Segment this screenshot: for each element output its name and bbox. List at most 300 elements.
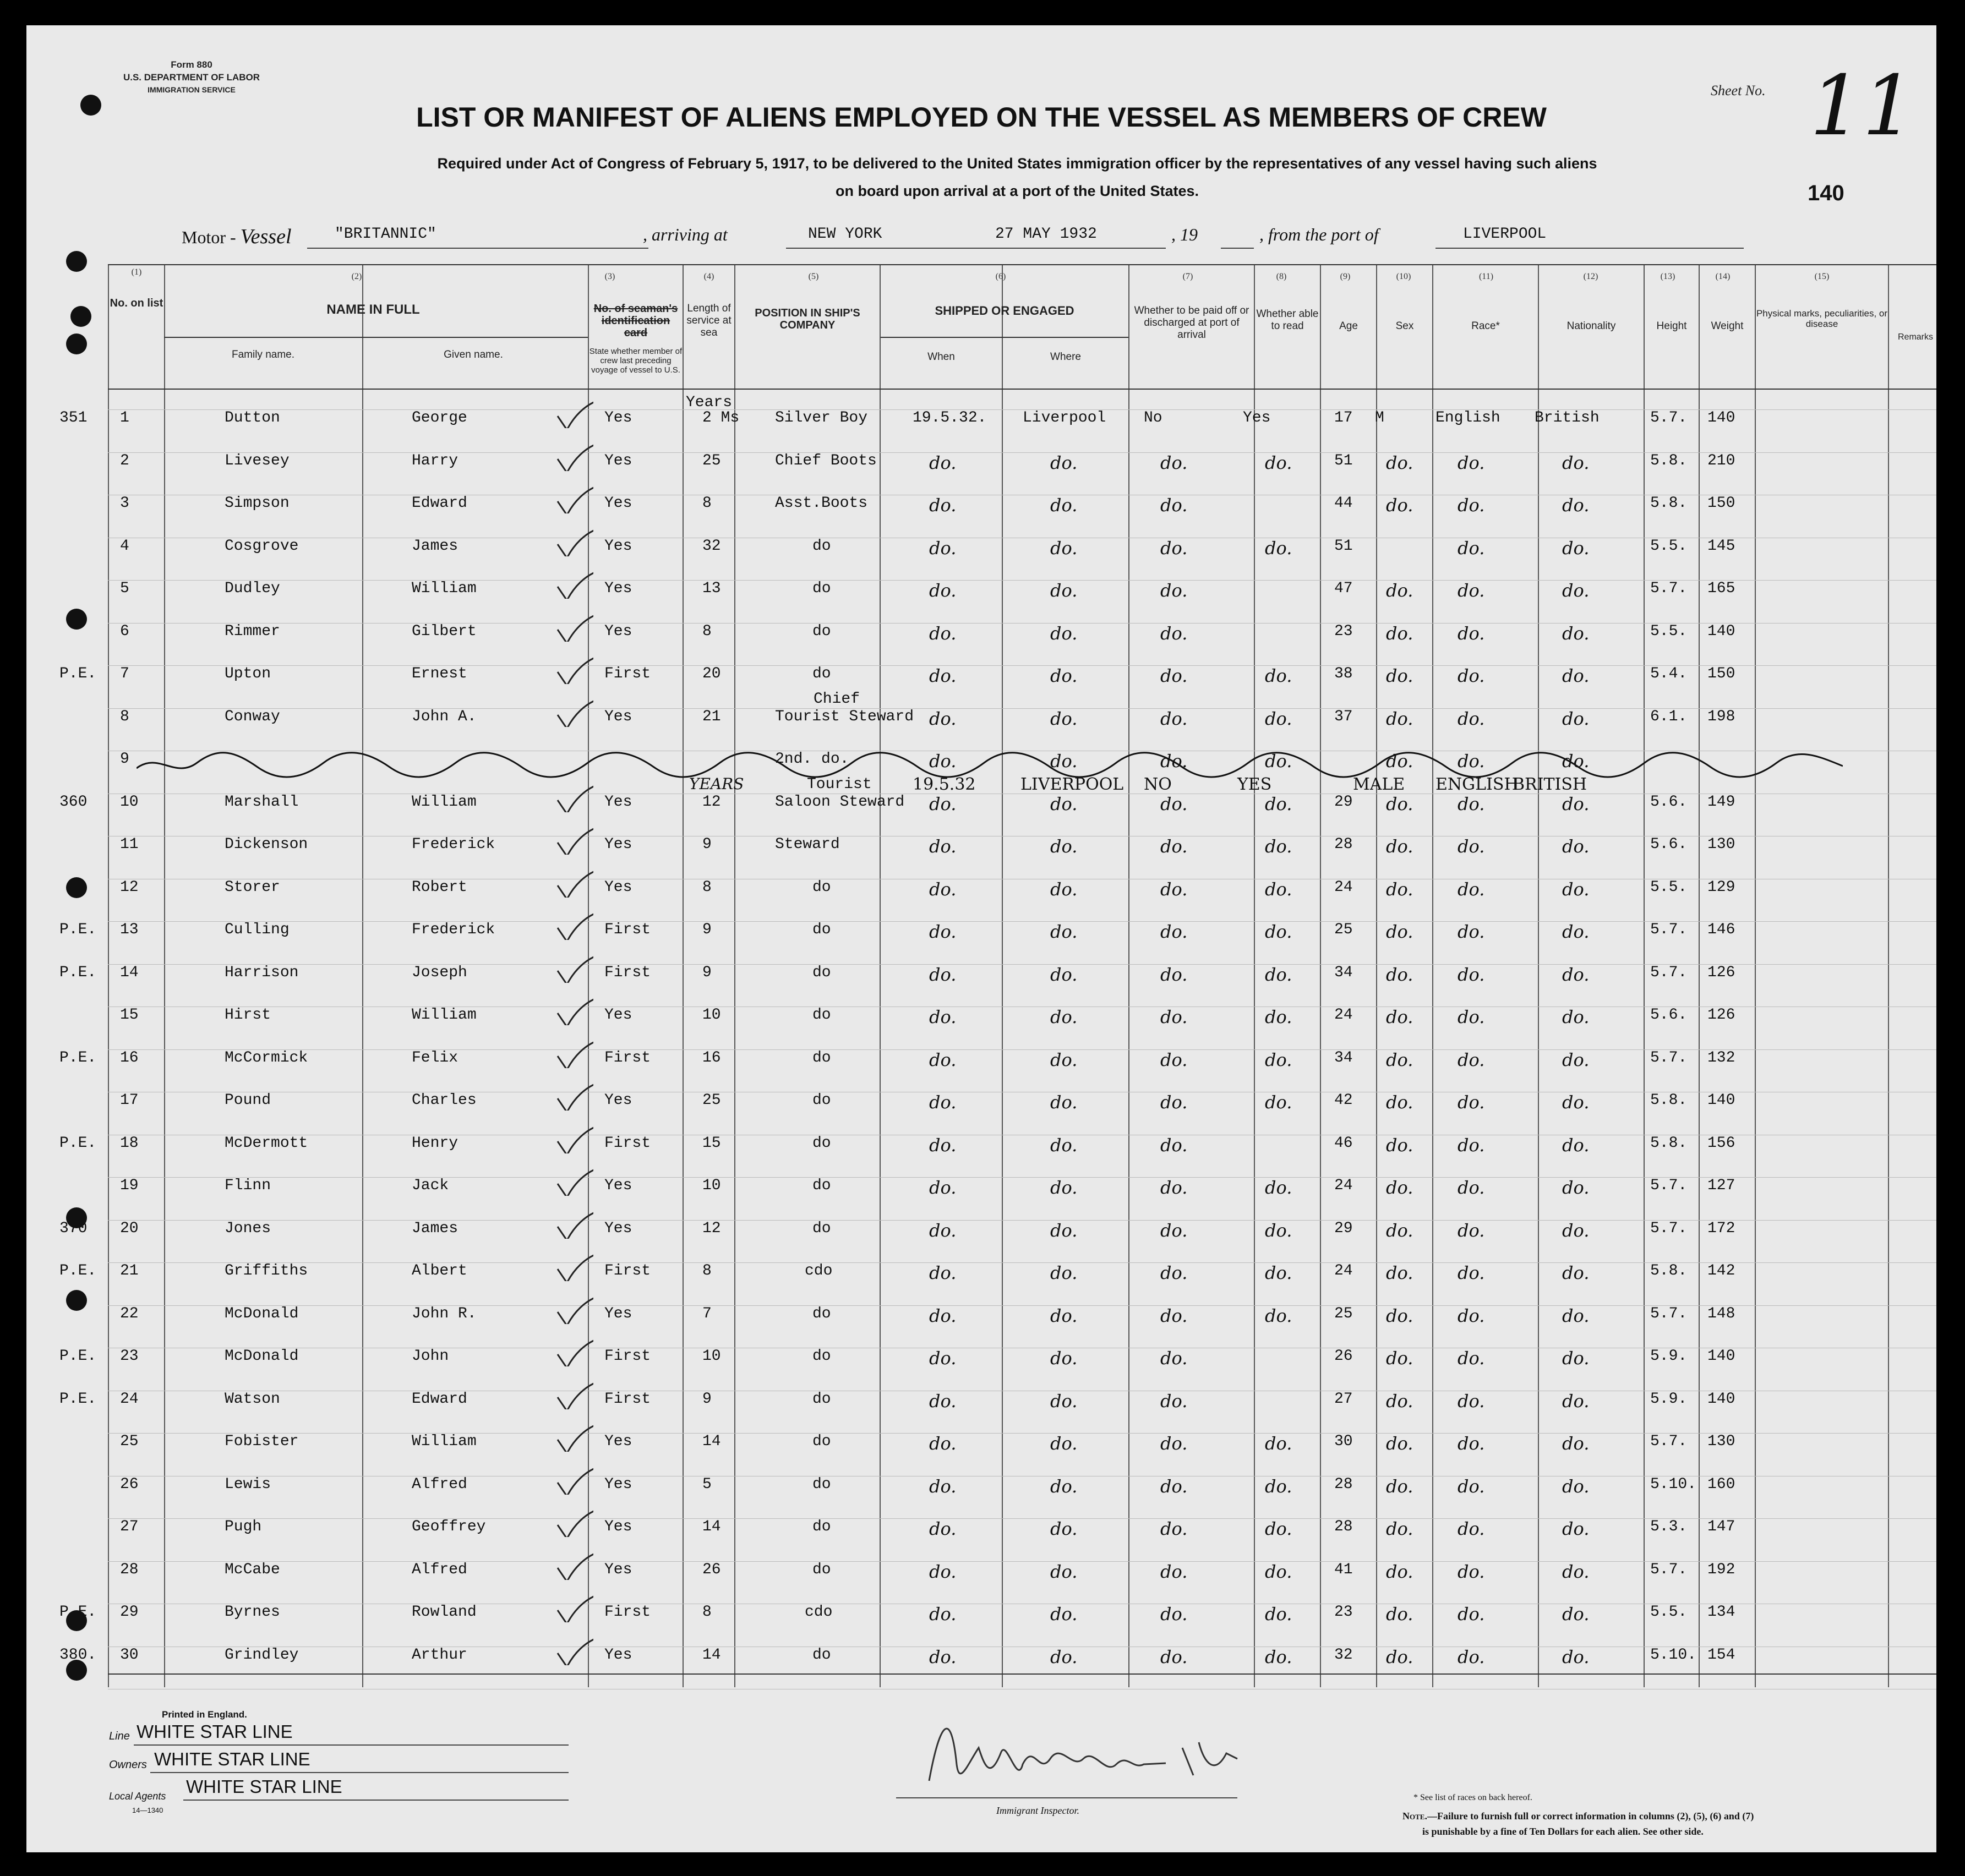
- age: 25: [1334, 1305, 1353, 1322]
- length-of-service: 12: [702, 1220, 721, 1237]
- check-mark: [555, 655, 593, 684]
- years-label: Years: [686, 394, 733, 411]
- form-info: [87, 58, 296, 96]
- family-name: Dickenson: [225, 836, 308, 853]
- able-to-read: do.: [1265, 1262, 1292, 1283]
- height: 5.6.: [1650, 836, 1688, 853]
- check-mark: [555, 826, 593, 855]
- when-engaged: do.: [929, 1135, 957, 1156]
- header-where: Where: [1050, 351, 1081, 363]
- row-number: 29: [120, 1604, 139, 1621]
- row-number: 7: [120, 665, 129, 682]
- position: do: [812, 538, 831, 555]
- able-to-read: Yes: [1243, 409, 1271, 426]
- position: do: [812, 1007, 831, 1024]
- family-name: McDermott: [225, 1135, 308, 1152]
- height: 5.9.: [1650, 1348, 1688, 1365]
- height: 5.7.: [1650, 1177, 1688, 1194]
- paid-off: do.: [1160, 665, 1188, 686]
- margin-number: 380.: [59, 1647, 97, 1664]
- row-number: 2: [120, 452, 129, 469]
- when-engaged: do.: [929, 836, 957, 857]
- where-engaged: do.: [1050, 879, 1078, 900]
- race: do.: [1458, 751, 1485, 772]
- col-number: (6): [995, 272, 1006, 281]
- sex: do.: [1386, 921, 1413, 942]
- age: 23: [1334, 1604, 1353, 1621]
- length-of-service: 9: [702, 1391, 712, 1408]
- given-name: Robert: [412, 879, 467, 896]
- family-name: Storer: [225, 879, 280, 896]
- nationality: do.: [1562, 1049, 1590, 1070]
- family-name: Pugh: [225, 1518, 262, 1535]
- nationality: British: [1535, 409, 1600, 426]
- able-to-read: do.: [1265, 708, 1292, 729]
- where-engaged: do.: [1050, 1049, 1078, 1070]
- length-of-service: 8: [702, 495, 712, 512]
- sex: do.: [1386, 1561, 1413, 1582]
- owners-value: WHITE STAR LINE: [154, 1749, 310, 1769]
- family-name: McCormick: [225, 1049, 308, 1066]
- length-of-service: 9: [702, 921, 712, 938]
- sex: do.: [1386, 580, 1413, 601]
- paid-off: do.: [1160, 580, 1188, 601]
- when-engaged: do.: [929, 1604, 957, 1625]
- race: do.: [1458, 1604, 1485, 1625]
- race: do.: [1458, 1092, 1485, 1113]
- age: 34: [1334, 964, 1353, 981]
- from-port: LIVERPOOL: [1463, 226, 1547, 243]
- age: 28: [1334, 1518, 1353, 1535]
- race: do.: [1458, 836, 1485, 857]
- position: do: [812, 1518, 831, 1535]
- length-of-service: 5: [702, 1476, 712, 1493]
- previous-voyage: First: [604, 1391, 651, 1408]
- underline: [150, 1772, 569, 1773]
- where-engaged: do.: [1050, 665, 1078, 686]
- sex: do.: [1386, 1135, 1413, 1156]
- where-engaged: do.: [1050, 1391, 1078, 1412]
- length-of-service: 8: [702, 623, 712, 640]
- where-engaged: do.: [1050, 1348, 1078, 1369]
- weight: 129: [1707, 879, 1735, 896]
- race: do.: [1458, 1262, 1485, 1283]
- sex: do.: [1386, 495, 1413, 516]
- given-name: Gilbert: [412, 623, 477, 640]
- position: do: [812, 1647, 831, 1664]
- height: 5.4.: [1650, 665, 1688, 682]
- weight: 145: [1707, 538, 1735, 555]
- family-name: Rimmer: [225, 623, 280, 640]
- previous-voyage: Yes: [604, 1177, 632, 1194]
- where-engaged: do.: [1050, 1433, 1078, 1454]
- where-engaged: do.: [1050, 1604, 1078, 1625]
- paid-off: do.: [1160, 836, 1188, 857]
- grid-column-line: [1128, 264, 1129, 1687]
- punch-hole: [66, 1290, 87, 1311]
- given-name: Harry: [412, 452, 459, 469]
- header-race: Race*: [1471, 320, 1500, 332]
- nationality: do.: [1562, 1391, 1590, 1412]
- year-label: , 19: [1171, 225, 1198, 244]
- race: do.: [1458, 495, 1485, 516]
- underline: [1435, 248, 1744, 249]
- grid-row-line: [164, 337, 588, 338]
- previous-voyage: First: [604, 921, 651, 938]
- nationality: do.: [1562, 1092, 1590, 1113]
- paid-off: do.: [1160, 1561, 1188, 1582]
- height: 5.8.: [1650, 452, 1688, 469]
- length-of-service: 14: [702, 1518, 721, 1535]
- length-of-service: 8: [702, 1262, 712, 1279]
- where-engaged: do.: [1050, 1305, 1078, 1326]
- family-name: Byrnes: [225, 1604, 280, 1621]
- length-of-service: 14: [702, 1647, 721, 1664]
- race: do.: [1458, 452, 1485, 473]
- family-name: Culling: [225, 921, 290, 938]
- height: 5.8.: [1650, 1092, 1688, 1109]
- age: 24: [1334, 1177, 1353, 1194]
- weight: 172: [1707, 1220, 1735, 1237]
- length-of-service: 7: [702, 1305, 712, 1322]
- family-name: Dutton: [225, 409, 280, 426]
- punch-hole: [66, 251, 87, 272]
- where-engaged: do.: [1050, 495, 1078, 516]
- where-engaged: do.: [1050, 538, 1078, 559]
- header-weight: Weight: [1711, 320, 1744, 332]
- row-number: 24: [120, 1391, 139, 1408]
- family-name: Conway: [225, 708, 280, 725]
- weight: 142: [1707, 1262, 1735, 1279]
- nationality: do.: [1562, 452, 1590, 473]
- previous-voyage: First: [604, 665, 651, 682]
- where-engaged: do.: [1050, 1007, 1078, 1027]
- grid-column-line: [1888, 264, 1889, 1687]
- grid-column-line: [362, 264, 363, 1687]
- height: 5.9.: [1650, 1391, 1688, 1408]
- when-engaged: do.: [929, 1177, 957, 1198]
- row-number: 19: [120, 1177, 139, 1194]
- when-engaged: do.: [929, 1007, 957, 1027]
- given-name: John: [412, 1348, 449, 1365]
- able-to-read: do.: [1265, 1007, 1292, 1027]
- age: 34: [1334, 1049, 1353, 1066]
- header-position: POSITION IN SHIP'S COMPANY: [755, 307, 860, 331]
- when-engaged: do.: [929, 708, 957, 729]
- check-mark: [555, 1210, 593, 1239]
- col-number: (15): [1814, 272, 1830, 281]
- weight: 140: [1707, 409, 1735, 426]
- where-engaged: do.: [1050, 751, 1078, 772]
- nationality: do.: [1562, 836, 1590, 857]
- nationality: do.: [1562, 495, 1590, 516]
- col-number: (3): [604, 272, 615, 281]
- length-of-service: 13: [702, 580, 721, 597]
- when-engaged: do.: [929, 1092, 957, 1113]
- grid-column-line: [1699, 264, 1700, 1687]
- nationality: do.: [1562, 1135, 1590, 1156]
- printed-note: Printed in England.: [162, 1709, 247, 1720]
- where-engaged: do.: [1050, 1262, 1078, 1283]
- grid-column-line: [734, 264, 735, 1687]
- paid-off: do.: [1160, 1305, 1188, 1326]
- check-mark: [555, 1125, 593, 1153]
- fine-note: [1402, 1811, 1754, 1822]
- arriving-port: NEW YORK: [808, 226, 882, 243]
- family-name: Simpson: [225, 495, 290, 512]
- given-name: William: [412, 580, 477, 597]
- position: do: [812, 1476, 831, 1493]
- family-name: Cosgrove: [225, 538, 299, 555]
- weight: 126: [1707, 1007, 1735, 1024]
- sex: do.: [1386, 1177, 1413, 1198]
- col-number: (2): [351, 272, 362, 281]
- when-engaged: 19.5.32.: [913, 409, 987, 426]
- given-name: William: [412, 1007, 477, 1024]
- position: Saloon Steward: [775, 794, 905, 811]
- previous-voyage: Yes: [604, 452, 632, 469]
- paid-off: do.: [1160, 1476, 1188, 1497]
- previous-voyage: First: [604, 1604, 651, 1621]
- where-engaged: do.: [1050, 964, 1078, 985]
- previous-voyage: Yes: [604, 1007, 632, 1024]
- able-to-read: do.: [1265, 1561, 1292, 1582]
- height: 5.8.: [1650, 1135, 1688, 1152]
- vessel-prefix: Motor - Vessel: [182, 225, 292, 248]
- race: English: [1435, 409, 1500, 426]
- when-engaged: do.: [929, 1561, 957, 1582]
- given-name: James: [412, 1220, 459, 1237]
- weight: 150: [1707, 665, 1735, 682]
- weight: 140: [1707, 1348, 1735, 1365]
- sex: do.: [1386, 1220, 1413, 1241]
- check-mark: [555, 784, 593, 812]
- check-mark: [555, 570, 593, 599]
- previous-voyage: Yes: [604, 1305, 632, 1322]
- grid-row-line: [108, 1673, 1936, 1675]
- previous-voyage: First: [604, 1348, 651, 1365]
- check-mark: [555, 869, 593, 898]
- grid-row-line: [108, 389, 1936, 390]
- where-engaged: do.: [1050, 708, 1078, 729]
- when-engaged: do.: [929, 794, 957, 814]
- when-engaged: do.: [929, 1647, 957, 1667]
- header-id-card-note: State whether member of crew last preceding voyage of vessel to U.S.: [589, 347, 683, 375]
- punch-hole: [66, 333, 87, 354]
- sex: do.: [1386, 1348, 1413, 1369]
- length-of-service: 20: [702, 665, 721, 682]
- handwritten-nationality: BRITISH: [1513, 775, 1587, 794]
- family-name: Dudley: [225, 580, 280, 597]
- where-engaged: do.: [1050, 1177, 1078, 1198]
- position: Chief Boots: [775, 452, 877, 469]
- row-number: 27: [120, 1518, 139, 1535]
- weight: 150: [1707, 495, 1735, 512]
- row-number: 21: [120, 1262, 139, 1279]
- position: do: [812, 1220, 831, 1237]
- sex: do.: [1386, 1476, 1413, 1497]
- previous-voyage: Yes: [604, 495, 632, 512]
- arrival-date: 27 MAY 1932: [995, 226, 1097, 243]
- weight: 146: [1707, 921, 1735, 938]
- position: do: [812, 1561, 831, 1578]
- when-engaged: do.: [929, 879, 957, 900]
- sex: do.: [1386, 1049, 1413, 1070]
- paid-off: do.: [1160, 1049, 1188, 1070]
- margin-number: P.E.: [59, 1348, 97, 1365]
- sheet-number: 11: [1810, 58, 1915, 154]
- col-number: (10): [1396, 272, 1411, 281]
- given-name: Arthur: [412, 1647, 467, 1664]
- previous-voyage: Yes: [604, 1476, 632, 1493]
- row-number: 20: [120, 1220, 139, 1237]
- header-physical: Physical marks, peculiarities, or disease: [1756, 308, 1888, 329]
- check-mark: [555, 954, 593, 983]
- race: do.: [1458, 1561, 1485, 1582]
- punch-hole: [70, 306, 91, 327]
- age: 30: [1334, 1433, 1353, 1450]
- given-name: Alfred: [412, 1561, 467, 1578]
- sex: do.: [1386, 794, 1413, 814]
- races-note: * See list of races on back hereof.: [1413, 1793, 1532, 1802]
- grid-column-line: [1254, 264, 1255, 1687]
- given-name: Geoffrey: [412, 1518, 486, 1535]
- underline: [307, 248, 648, 249]
- grid-row-line: [881, 337, 1128, 338]
- handwritten-sex: MALE: [1353, 775, 1405, 794]
- row-number: 16: [120, 1049, 139, 1066]
- col-number: (11): [1478, 272, 1494, 281]
- position: do: [812, 879, 831, 896]
- row-number: 8: [120, 708, 129, 725]
- sheet-label: Sheet No.: [1711, 83, 1766, 99]
- margin-number: P.E.: [59, 1391, 97, 1408]
- weight: 127: [1707, 1177, 1735, 1194]
- where-engaged: do.: [1050, 1647, 1078, 1667]
- paid-off: do.: [1160, 1007, 1188, 1027]
- check-mark: [555, 698, 593, 727]
- margin-number: P.E.: [59, 665, 97, 682]
- given-name: William: [412, 794, 477, 811]
- previous-voyage: Yes: [604, 1433, 632, 1450]
- race: do.: [1458, 921, 1485, 942]
- when-engaged: do.: [929, 1262, 957, 1283]
- where-engaged: do.: [1050, 1092, 1078, 1113]
- row-number: 15: [120, 1007, 139, 1024]
- able-to-read: do.: [1265, 452, 1292, 473]
- paid-off: do.: [1160, 452, 1188, 473]
- age: 41: [1334, 1561, 1353, 1578]
- check-mark: [555, 1253, 593, 1281]
- height: 5.7.: [1650, 964, 1688, 981]
- sex: do.: [1386, 1092, 1413, 1113]
- weight: 140: [1707, 1391, 1735, 1408]
- when-engaged: do.: [929, 1476, 957, 1497]
- able-to-read: do.: [1265, 794, 1292, 814]
- when-engaged: do.: [929, 1348, 957, 1369]
- margin-number: P.E.: [59, 1604, 97, 1621]
- check-mark: [555, 1082, 593, 1111]
- given-name: Frederick: [412, 921, 495, 938]
- subtitle-line-2: on board upon arrival at a port of the United States.: [835, 183, 1199, 199]
- agents-value: WHITE STAR LINE: [186, 1776, 342, 1797]
- sex: do.: [1386, 836, 1413, 857]
- height: 5.10.: [1650, 1476, 1697, 1493]
- height: 5.7.: [1650, 1433, 1688, 1450]
- col-number: (8): [1276, 272, 1287, 281]
- where-engaged: do.: [1050, 794, 1078, 814]
- given-name: John A.: [412, 708, 477, 725]
- col-number: (7): [1182, 272, 1193, 281]
- able-to-read: do.: [1265, 1604, 1292, 1625]
- row-number: 11: [120, 836, 139, 853]
- sex: do.: [1386, 665, 1413, 686]
- weight: 198: [1707, 708, 1735, 725]
- margin-number: P.E.: [59, 1135, 97, 1152]
- paid-off: do.: [1160, 1092, 1188, 1113]
- sex: M: [1375, 409, 1384, 426]
- previous-voyage: Yes: [604, 409, 632, 426]
- check-mark: [555, 1594, 593, 1622]
- previous-voyage: Yes: [604, 1092, 632, 1109]
- race: do.: [1458, 964, 1485, 985]
- check-mark: [555, 1338, 593, 1366]
- row-number: 3: [120, 495, 129, 512]
- service: IMMIGRATION SERVICE: [148, 85, 236, 94]
- weight: 160: [1707, 1476, 1735, 1493]
- when-engaged: do.: [929, 452, 957, 473]
- family-name: Jones: [225, 1220, 271, 1237]
- race: do.: [1458, 580, 1485, 601]
- paid-off: do.: [1160, 1220, 1188, 1241]
- where-engaged: Liverpool: [1023, 409, 1106, 426]
- family-name: Fobister: [225, 1433, 299, 1450]
- row-number: 14: [120, 964, 139, 981]
- check-mark: [555, 400, 593, 428]
- length-of-service: 10: [702, 1007, 721, 1024]
- header-id-card: No. of seaman's identification card: [593, 303, 678, 339]
- able-to-read: do.: [1265, 538, 1292, 559]
- age: 25: [1334, 921, 1353, 938]
- length-of-service: 21: [702, 708, 721, 725]
- col-number: (1): [131, 267, 142, 277]
- sex: do.: [1386, 879, 1413, 900]
- row-number: 1: [120, 409, 129, 426]
- grid-row-line: [108, 264, 1936, 265]
- paid-off: do.: [1160, 1433, 1188, 1454]
- when-engaged: do.: [929, 1518, 957, 1539]
- nationality: do.: [1562, 580, 1590, 601]
- row-number: 4: [120, 538, 129, 555]
- where-engaged: do.: [1050, 452, 1078, 473]
- sex: do.: [1386, 1391, 1413, 1412]
- check-mark: [555, 1295, 593, 1324]
- height: 5.5.: [1650, 1604, 1688, 1621]
- paid-off: do.: [1160, 1518, 1188, 1539]
- check-mark: [555, 1381, 593, 1409]
- height: 5.8.: [1650, 495, 1688, 512]
- nationality: do.: [1562, 538, 1590, 559]
- length-of-service: 9: [702, 836, 712, 853]
- note-text: —Failure to furnish full or correct information in columns (2), (5), (6) and (7): [1427, 1811, 1754, 1822]
- family-name: Grindley: [225, 1647, 299, 1664]
- family-name: McDonald: [225, 1348, 299, 1365]
- col-number: (14): [1715, 272, 1731, 281]
- previous-voyage: Yes: [604, 1220, 632, 1237]
- position: do: [812, 1305, 831, 1322]
- given-name: Ernest: [412, 665, 467, 682]
- given-name: Edward: [412, 1391, 467, 1408]
